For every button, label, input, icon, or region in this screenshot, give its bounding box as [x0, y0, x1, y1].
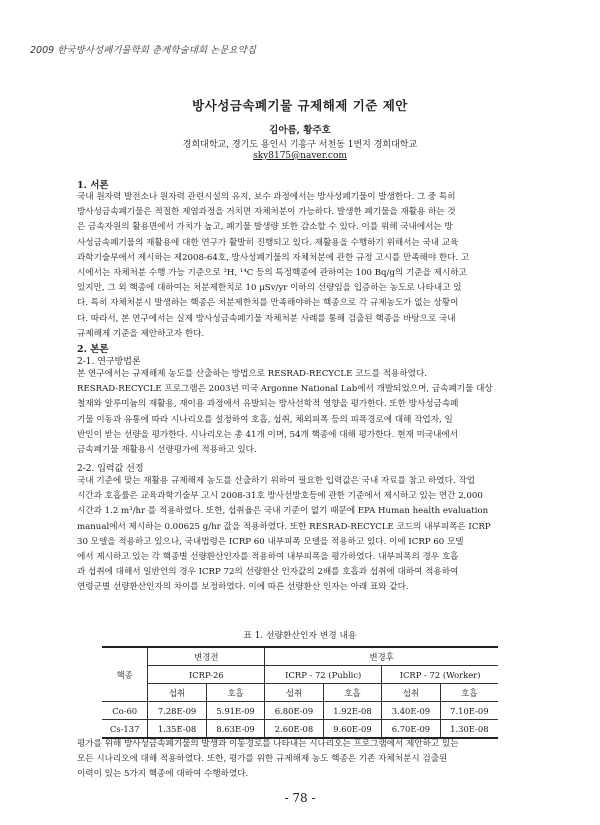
sub-before-cell: ICRP-26: [148, 666, 265, 684]
value-cell: 6.70E-09: [382, 720, 440, 739]
value-cell: 1.30E-08: [440, 720, 498, 739]
col-label-cell: 호흡: [206, 684, 264, 702]
dose-conversion-table: [102, 646, 498, 739]
nuclide-cell: Co-60: [102, 702, 148, 720]
value-cell: 1.92E-08: [323, 702, 381, 720]
sub-worker-cell: ICRP - 72 (Worker): [382, 666, 498, 684]
intro-heading: 1. 서론: [77, 180, 109, 191]
method-body: 본 연구에서는 규제해제 농도를 산출하는 방법으로 RESRAD-RECYCLE 코드를 적용하였다. RESRAD-RECYCLE 프로그램은 2003년 미국 Argonne National Lab에서 개발되었으며, 금속폐기물 대상 철재와 알루미늄의 재활용, 재이용 과정에서 유발되는 방사선학적 영향을 평가한다. 또한 방사성금속폐 기물 이동과 유통에 따라 시나리오를 설정하여 호흡, 섭취, 체외피폭 등의 피폭경로에 대해 작업자, 일 반인이 받는 선량을 평가한다. 시나리오는 총 41개 이며, 54개 핵종에 대해 평가한다. 현재 미국내에서 금속폐기물 재활용시 선량평가에 적용하고 있다.: [77, 369, 493, 456]
table-row: [102, 720, 498, 739]
table-column-label-row: [102, 684, 498, 702]
value-cell: 3.40E-09: [382, 702, 440, 720]
email-link[interactable]: sky8175@naver.com: [253, 151, 347, 161]
value-cell: 5.91E-09: [206, 702, 264, 720]
input-heading: 2-2. 입력값 선정: [77, 464, 144, 474]
nuclide-cell: Cs-137: [102, 720, 148, 739]
table-subheader-row: [102, 666, 498, 684]
row-header-cell: 핵종: [102, 647, 148, 702]
value-cell: 8.63E-09: [206, 720, 264, 739]
body-heading: 2. 본론: [77, 344, 109, 355]
value-cell: 6.80E-09: [265, 702, 323, 720]
page-number: - 78 -: [284, 791, 316, 805]
table-header-row: [102, 647, 498, 666]
authors: 김아름, 황주호: [269, 125, 331, 136]
sub-public-cell: ICRP - 72 (Public): [265, 666, 382, 684]
value-cell: 9.60E-09: [323, 720, 381, 739]
col-label-cell: 섭취: [148, 684, 206, 702]
group-before-cell: 변경전: [148, 647, 265, 666]
col-label-cell: 호흡: [440, 684, 498, 702]
col-label-cell: 호흡: [323, 684, 381, 702]
method-heading: 2-1. 연구방법론: [77, 357, 141, 367]
intro-body: 국내 원자력 발전소나 원자력 관련시설의 유지, 보수 과정에서는 방사성폐기물이 발생한다. 그 중 특히 방사성금속폐기물은 적절한 제염과정을 거치면 자체처분이 가능하다. 발생한 폐기물을 재활용 하는 것 은 금속자원의 활용면에서 가치가 높고, 폐기물 발생량 또한 감소할 수 있다. 이를 위해 국내에서는 방 사성금속폐기물의 재활용에 대한 연구가 활발히 진행되고 있다. 재활용을 수행하기 위해서는 국내 교육 과학기술부에서 제시하는 제2008-64호, 방사성폐기물의 자체처분에 관한 규정 고시를 만족해야 한다. 고 시에서는 자체처분 수행 가능 기준으로 ³H, ¹⁴C 등의 특정핵종에 관하여는 100 Bq/g의 기준을 제시하고 있지만, 그 외 핵종에 대하여는 처분제한치로 10 μSv/yr 이하의 선량임을 입증하는 농도로 나타내고 있 다. 특히 자체처분시 발생하는 핵종은 처분제한치를 만족해야하는 핵종으로 각 규제농도가 없는 상황이 다. 따라서, 본 연구에서는 실제 방사성금속폐기물 자체처분 사례를 통해 검출된 핵종을 바탕으로 국내 규제해제 기준을 제안하고자 한다.: [77, 192, 470, 339]
affiliation: 경희대학교, 경기도 용인시 기흥구 서천동 1번지 경희대학교: [182, 140, 418, 150]
paper-title: 방사성금속폐기물 규제해제 기준 제안: [192, 98, 408, 113]
value-cell: 7.28E-09: [148, 702, 206, 720]
input-body: 국내 기준에 맞는 재활용 규제해제 농도를 산출하기 위하여 필요한 입력값은 국내 자료를 참고 하였다. 작업 시간과 호흡률은 교육과학기술부 고시 2008-31호 방사선방호등에 관한 기준에서 제시하고 있는 연간 2,000 시간과 1.2 m³/hr 를 적용하였다. 또한, 섭취율은 국내 기준이 없기 때문에 EPA Human health evaluation manual에서 제시하는 0.00625 g/hr 값을 적용하였다. 또한 RESRAD-RECYCLE 코드의 내부피폭은 ICRP 30 모델을 적용하고 있으나, 국내법령은 ICRP 60 내부피폭 모델을 적용하고 있다. 이에 ICRP 60 모델 에서 제시하고 있는 각 핵종별 선량환산인자를 적용하여 내부피폭을 평가하였다. 내부피폭의 경우 호흡 과 섭취에 대해서 일반인의 경우 ICRP 72의 선량환산 인자값의 2배를 호흡과 섭취에 대하여 적용하여 연령군별 선량환산인자의 차이를 보정하였다. 이에 따른 선량환산 인자는 아래 표와 같다.: [77, 476, 491, 593]
col-label-cell: 섭취: [265, 684, 323, 702]
table-row: [102, 702, 498, 720]
conference-header: 2009 한국방사성폐기물학회 춘계학술대회 논문요약집: [30, 45, 256, 56]
col-label-cell: 섭취: [382, 684, 440, 702]
table-caption: 표 1. 선량환산인자 변경 내용: [243, 631, 357, 641]
closing-body: 평가를 위해 방사성금속폐기물의 발생과 이동경로를 나타내는 시나리오는 프로그램에서 제안하고 있는 모든 시나리오에 대해 적용하였다. 또한, 평가를 위한 규제해제 농도 핵종은 기존 자체처분시 검출된 이력이 있는 5가지 핵종에 대하여 수행하였다.: [77, 739, 459, 780]
value-cell: 1.35E-08: [148, 720, 206, 739]
group-after-cell: 변경후: [265, 647, 498, 666]
value-cell: 2.60E-08: [265, 720, 323, 739]
value-cell: 7.10E-09: [440, 702, 498, 720]
